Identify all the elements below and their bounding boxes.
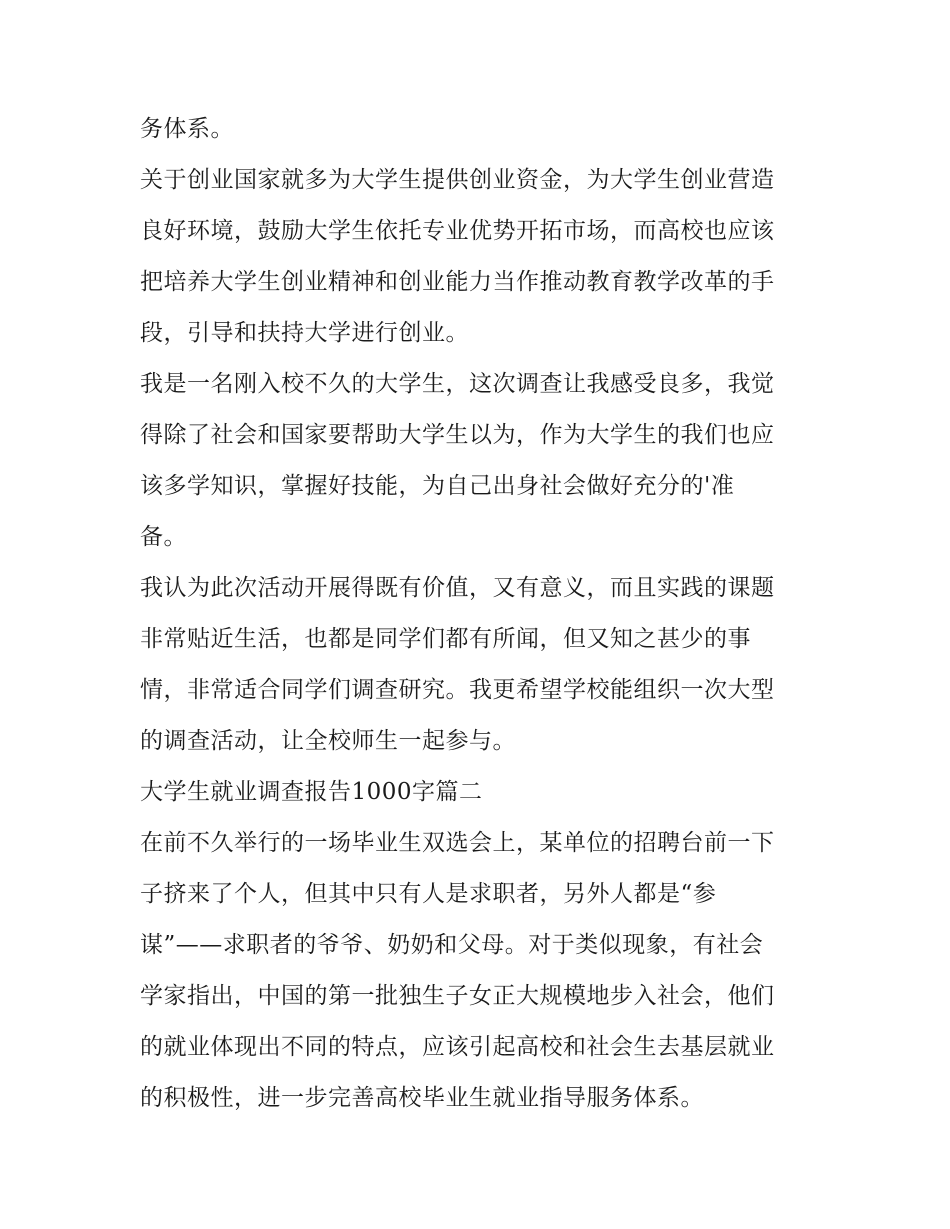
text-line: 的调查活动，让全校师生一起参与。 [140, 728, 516, 754]
text-line: 的就业体现出不同的特点，应该引起高校和社会生去基层就业 [140, 1034, 775, 1060]
text-line: 我认为此次活动开展得既有价值，又有意义，而且实践的课题 [140, 575, 775, 601]
text-line: 非常贴近生活，也都是同学们都有所闻，但又知之甚少的事 [140, 626, 751, 652]
document-body [140, 104, 815, 1124]
text-line: 务体系。 [140, 116, 234, 142]
text-line: 得除了社会和国家要帮助大学生以为，作为大学生的我们也应 [140, 422, 775, 448]
text-line: 段，引导和扶持大学进行创业。 [140, 320, 469, 346]
text-line: 的积极性，进一步完善高校毕业生就业指导服务体系。 [140, 1085, 704, 1111]
text-line: 该多学知识，掌握好技能，为自己出身社会做好充分的'准 [140, 473, 735, 499]
text-line: 良好环境，鼓励大学生依托专业优势开拓市场，而高校也应该 [140, 218, 775, 244]
text-line: 情，非常适合同学们调查研究。我更希望学校能组织一次大型 [140, 677, 775, 703]
text-line: 关于创业国家就多为大学生提供创业资金，为大学生创业营造 [140, 167, 775, 193]
text-line: 子挤来了个人，但其中只有人是求职者，另外人都是“参 [140, 881, 717, 907]
text-line: 谋”——求职者的爷爷、奶奶和父母。对于类似现象，有社会 [140, 932, 764, 958]
text-line: 把培养大学生创业精神和创业能力当作推动教育教学改革的手 [140, 269, 775, 295]
text-line: 备。 [140, 524, 187, 550]
text-line: 学家指出，中国的第一批独生子女正大规模地步入社会，他们 [140, 983, 775, 1009]
section-heading: 大学生就业调查报告1000字篇二 [140, 779, 483, 805]
text-line: 我是一名刚入校不久的大学生，这次调查让我感受良多，我觉 [140, 371, 775, 397]
text-line: 在前不久举行的一场毕业生双选会上，某单位的招聘台前一下 [140, 830, 775, 856]
